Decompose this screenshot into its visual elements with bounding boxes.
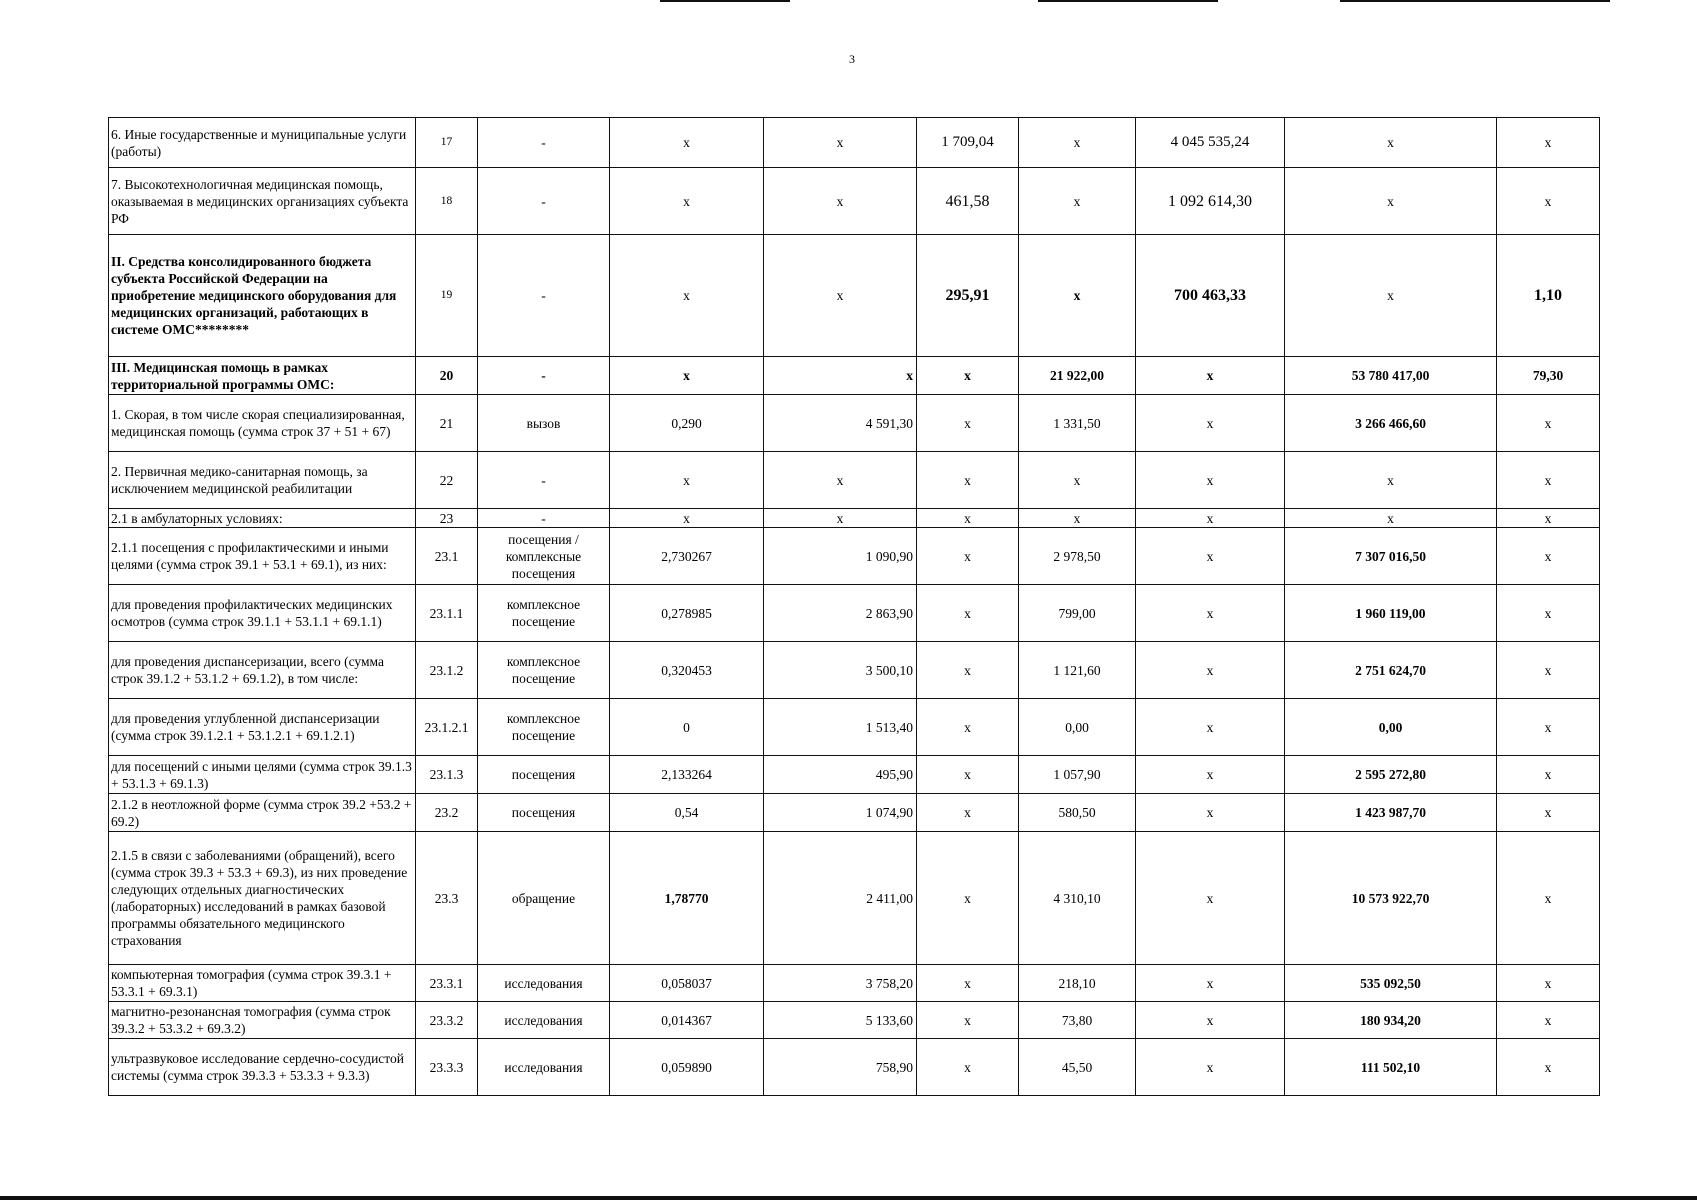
row-sum-budget: х bbox=[1136, 756, 1285, 794]
row-sum-budget: х bbox=[1136, 357, 1285, 395]
row-pct: х bbox=[1497, 794, 1600, 832]
row-sum-budget: х bbox=[1136, 452, 1285, 509]
row-sum-budget: х bbox=[1136, 794, 1285, 832]
row-unit: исследования bbox=[478, 965, 610, 1002]
row-sum-budget: 1 092 614,30 bbox=[1136, 168, 1285, 235]
row-per-capita-oms: х bbox=[1019, 452, 1136, 509]
row-per-capita-budget: х bbox=[917, 699, 1019, 756]
row-per-capita-budget: 1 709,04 bbox=[917, 118, 1019, 168]
row-sum-oms: х bbox=[1285, 509, 1497, 528]
row-unit: - bbox=[478, 168, 610, 235]
row-sum-oms: 7 307 016,50 bbox=[1285, 528, 1497, 585]
row-unit: обращение bbox=[478, 832, 610, 965]
row-norm: х bbox=[610, 235, 764, 357]
row-per-capita-oms: 0,00 bbox=[1019, 699, 1136, 756]
row-code: 23.1 bbox=[416, 528, 478, 585]
row-pct: 79,30 bbox=[1497, 357, 1600, 395]
table-row bbox=[109, 794, 1600, 832]
row-per-capita-budget: х bbox=[917, 395, 1019, 452]
row-code: 23.3 bbox=[416, 832, 478, 965]
table-row bbox=[109, 832, 1600, 965]
row-per-capita-budget: х bbox=[917, 452, 1019, 509]
row-per-capita-oms: х bbox=[1019, 235, 1136, 357]
row-pct: х bbox=[1497, 642, 1600, 699]
row-code: 18 bbox=[416, 168, 478, 235]
row-sum-oms: х bbox=[1285, 168, 1497, 235]
row-per-capita-oms: х bbox=[1019, 118, 1136, 168]
table-row bbox=[109, 699, 1600, 756]
row-norm: 0,278985 bbox=[610, 585, 764, 642]
row-code: 23 bbox=[416, 509, 478, 528]
row-norm: 0,058037 bbox=[610, 965, 764, 1002]
row-sum-budget: х bbox=[1136, 509, 1285, 528]
row-sum-budget: х bbox=[1136, 528, 1285, 585]
table-row bbox=[109, 452, 1600, 509]
row-code: 17 bbox=[416, 118, 478, 168]
row-pct: х bbox=[1497, 528, 1600, 585]
row-code: 23.1.2.1 bbox=[416, 699, 478, 756]
row-pct: 1,10 bbox=[1497, 235, 1600, 357]
row-name: для посещений с иными целями (сумма строк 39.1.3 + 53.1.3 + 69.1.3) bbox=[109, 756, 416, 794]
row-sum-budget: х bbox=[1136, 1002, 1285, 1039]
row-cost: 1 513,40 bbox=[764, 699, 917, 756]
row-per-capita-budget: х bbox=[917, 756, 1019, 794]
row-per-capita-budget: х bbox=[917, 794, 1019, 832]
row-code: 23.1.3 bbox=[416, 756, 478, 794]
row-name: 6. Иные государственные и муниципальные услуги (работы) bbox=[109, 118, 416, 168]
row-pct: х bbox=[1497, 1039, 1600, 1096]
row-per-capita-oms: х bbox=[1019, 509, 1136, 528]
row-norm: 0 bbox=[610, 699, 764, 756]
table-row bbox=[109, 395, 1600, 452]
row-sum-budget: х bbox=[1136, 965, 1285, 1002]
row-name: 7. Высокотехнологичная медицинская помощь, оказываемая в медицинских организациях субъекта РФ bbox=[109, 168, 416, 235]
top-rule-right bbox=[1340, 0, 1610, 2]
row-norm: 0,290 bbox=[610, 395, 764, 452]
row-per-capita-budget: 295,91 bbox=[917, 235, 1019, 357]
page-number: 3 bbox=[849, 52, 855, 66]
row-norm: 0,320453 bbox=[610, 642, 764, 699]
row-sum-oms: 111 502,10 bbox=[1285, 1039, 1497, 1096]
row-per-capita-oms: 1 121,60 bbox=[1019, 642, 1136, 699]
row-unit: комплексное посещение bbox=[478, 585, 610, 642]
row-sum-oms: 53 780 417,00 bbox=[1285, 357, 1497, 395]
table-row bbox=[109, 357, 1600, 395]
row-norm: 0,059890 bbox=[610, 1039, 764, 1096]
table-row bbox=[109, 965, 1600, 1002]
row-sum-budget: х bbox=[1136, 585, 1285, 642]
row-per-capita-budget: х bbox=[917, 832, 1019, 965]
program-cost-table bbox=[108, 117, 1600, 1096]
row-norm: 0,54 bbox=[610, 794, 764, 832]
row-unit: - bbox=[478, 357, 610, 395]
row-cost: 2 863,90 bbox=[764, 585, 917, 642]
top-rule-left bbox=[660, 0, 790, 2]
row-sum-oms: 2 595 272,80 bbox=[1285, 756, 1497, 794]
row-pct: х bbox=[1497, 832, 1600, 965]
row-sum-oms: 3 266 466,60 bbox=[1285, 395, 1497, 452]
top-rule-mid bbox=[1038, 0, 1218, 2]
row-unit: - bbox=[478, 509, 610, 528]
row-pct: х bbox=[1497, 168, 1600, 235]
row-unit: - bbox=[478, 118, 610, 168]
row-sum-oms: 10 573 922,70 bbox=[1285, 832, 1497, 965]
row-cost: х bbox=[764, 118, 917, 168]
row-name: 2.1.5 в связи с заболеваниями (обращений), всего (сумма строк 39.3 + 53.3 + 69.3), из них проведение следующих отдельных диагностических (лабораторных) исследований в рамках базовой программы обязательного медицинского страхования bbox=[109, 832, 416, 965]
row-norm: х bbox=[610, 452, 764, 509]
row-per-capita-oms: 580,50 bbox=[1019, 794, 1136, 832]
row-pct: х bbox=[1497, 756, 1600, 794]
row-per-capita-budget: х bbox=[917, 509, 1019, 528]
row-pct: х bbox=[1497, 452, 1600, 509]
row-unit: комплексное посещение bbox=[478, 642, 610, 699]
row-unit: исследования bbox=[478, 1002, 610, 1039]
row-code: 23.3.1 bbox=[416, 965, 478, 1002]
row-per-capita-oms: 1 057,90 bbox=[1019, 756, 1136, 794]
row-per-capita-budget: х bbox=[917, 585, 1019, 642]
row-cost: 3 500,10 bbox=[764, 642, 917, 699]
row-sum-oms: 2 751 624,70 bbox=[1285, 642, 1497, 699]
row-cost: х bbox=[764, 509, 917, 528]
row-unit: посещения bbox=[478, 794, 610, 832]
row-code: 22 bbox=[416, 452, 478, 509]
row-pct: х bbox=[1497, 118, 1600, 168]
row-norm: 1,78770 bbox=[610, 832, 764, 965]
row-sum-budget: х bbox=[1136, 699, 1285, 756]
row-sum-oms: х bbox=[1285, 235, 1497, 357]
row-per-capita-budget: х bbox=[917, 1002, 1019, 1039]
row-unit: вызов bbox=[478, 395, 610, 452]
bottom-edge bbox=[0, 1196, 1697, 1200]
table-row bbox=[109, 168, 1600, 235]
row-code: 20 bbox=[416, 357, 478, 395]
row-per-capita-oms: 45,50 bbox=[1019, 1039, 1136, 1096]
row-cost: х bbox=[764, 452, 917, 509]
row-name: 2.1.2 в неотложной форме (сумма строк 39.2 +53.2 + 69.2) bbox=[109, 794, 416, 832]
table-row bbox=[109, 509, 1600, 528]
row-name: 2.1.1 посещения с профилактическими и иными целями (сумма строк 39.1 + 53.1 + 69.1), из них: bbox=[109, 528, 416, 585]
row-sum-budget: х bbox=[1136, 1039, 1285, 1096]
row-code: 21 bbox=[416, 395, 478, 452]
row-sum-oms: 1 423 987,70 bbox=[1285, 794, 1497, 832]
row-pct: х bbox=[1497, 395, 1600, 452]
row-sum-oms: х bbox=[1285, 452, 1497, 509]
row-unit: посещения bbox=[478, 756, 610, 794]
row-norm: 0,014367 bbox=[610, 1002, 764, 1039]
row-sum-budget: 4 045 535,24 bbox=[1136, 118, 1285, 168]
row-per-capita-budget: х bbox=[917, 528, 1019, 585]
row-cost: х bbox=[764, 235, 917, 357]
row-sum-budget: х bbox=[1136, 395, 1285, 452]
row-pct: х bbox=[1497, 699, 1600, 756]
row-cost: 4 591,30 bbox=[764, 395, 917, 452]
row-sum-oms: 180 934,20 bbox=[1285, 1002, 1497, 1039]
row-per-capita-oms: 2 978,50 bbox=[1019, 528, 1136, 585]
row-unit: исследования bbox=[478, 1039, 610, 1096]
row-name: III. Медицинская помощь в рамках территориальной программы ОМС: bbox=[109, 357, 416, 395]
row-sum-oms: 535 092,50 bbox=[1285, 965, 1497, 1002]
row-name: 2. Первичная медико-санитарная помощь, за исключением медицинской реабилитации bbox=[109, 452, 416, 509]
row-code: 23.3.2 bbox=[416, 1002, 478, 1039]
row-per-capita-budget: 461,58 bbox=[917, 168, 1019, 235]
row-norm: х bbox=[610, 118, 764, 168]
row-name: для проведения углубленной диспансеризации (сумма строк 39.1.2.1 + 53.1.2.1 + 69.1.2.1) bbox=[109, 699, 416, 756]
row-per-capita-oms: 4 310,10 bbox=[1019, 832, 1136, 965]
row-per-capita-budget: х bbox=[917, 357, 1019, 395]
row-pct: х bbox=[1497, 509, 1600, 528]
row-code: 23.1.2 bbox=[416, 642, 478, 699]
table-row bbox=[109, 756, 1600, 794]
row-name: ультразвуковое исследование сердечно-сосудистой системы (сумма строк 39.3.3 + 53.3.3 + 9.3.3) bbox=[109, 1039, 416, 1096]
table-row bbox=[109, 118, 1600, 168]
table-row bbox=[109, 1039, 1600, 1096]
row-per-capita-budget: х bbox=[917, 642, 1019, 699]
row-cost: 5 133,60 bbox=[764, 1002, 917, 1039]
row-per-capita-oms: 73,80 bbox=[1019, 1002, 1136, 1039]
row-cost: х bbox=[764, 168, 917, 235]
row-pct: х bbox=[1497, 585, 1600, 642]
row-unit: комплексное посещение bbox=[478, 699, 610, 756]
row-unit: - bbox=[478, 452, 610, 509]
row-name: для проведения профилактических медицинских осмотров (сумма строк 39.1.1 + 53.1.1 + 69.1.1) bbox=[109, 585, 416, 642]
row-code: 23.3.3 bbox=[416, 1039, 478, 1096]
row-sum-budget: 700 463,33 bbox=[1136, 235, 1285, 357]
row-per-capita-oms: 218,10 bbox=[1019, 965, 1136, 1002]
row-per-capita-oms: 1 331,50 bbox=[1019, 395, 1136, 452]
row-name: 2.1 в амбулаторных условиях: bbox=[109, 509, 416, 528]
row-norm: х bbox=[610, 168, 764, 235]
table-row bbox=[109, 235, 1600, 357]
row-code: 23.1.1 bbox=[416, 585, 478, 642]
row-per-capita-budget: х bbox=[917, 1039, 1019, 1096]
row-code: 23.2 bbox=[416, 794, 478, 832]
row-norm: 2,133264 bbox=[610, 756, 764, 794]
row-per-capita-oms: 799,00 bbox=[1019, 585, 1136, 642]
row-cost: 2 411,00 bbox=[764, 832, 917, 965]
row-cost: 758,90 bbox=[764, 1039, 917, 1096]
row-name: для проведения диспансеризации, всего (сумма строк 39.1.2 + 53.1.2 + 69.1.2), в том числе: bbox=[109, 642, 416, 699]
table-row bbox=[109, 585, 1600, 642]
row-name: компьютерная томография (сумма строк 39.3.1 + 53.3.1 + 69.3.1) bbox=[109, 965, 416, 1002]
table-row bbox=[109, 1002, 1600, 1039]
row-per-capita-oms: 21 922,00 bbox=[1019, 357, 1136, 395]
row-per-capita-oms: х bbox=[1019, 168, 1136, 235]
row-sum-oms: х bbox=[1285, 118, 1497, 168]
row-norm: х bbox=[610, 357, 764, 395]
row-cost: 3 758,20 bbox=[764, 965, 917, 1002]
row-code: 19 bbox=[416, 235, 478, 357]
table-row bbox=[109, 642, 1600, 699]
row-pct: х bbox=[1497, 965, 1600, 1002]
row-sum-oms: 0,00 bbox=[1285, 699, 1497, 756]
row-unit: - bbox=[478, 235, 610, 357]
row-pct: х bbox=[1497, 1002, 1600, 1039]
row-sum-budget: х bbox=[1136, 832, 1285, 965]
row-cost: 1 074,90 bbox=[764, 794, 917, 832]
row-name: магнитно-резонансная томография (сумма строк 39.3.2 + 53.3.2 + 69.3.2) bbox=[109, 1002, 416, 1039]
row-name: II. Средства консолидированного бюджета субъекта Российской Федерации на приобретение медицинского оборудования для медицинских организаций, работающих в системе ОМС******** bbox=[109, 235, 416, 357]
row-norm: 2,730267 bbox=[610, 528, 764, 585]
row-per-capita-budget: х bbox=[917, 965, 1019, 1002]
row-cost: 1 090,90 bbox=[764, 528, 917, 585]
row-name: 1. Скорая, в том числе скорая специализированная, медицинская помощь (сумма строк 37 + 51 + 67) bbox=[109, 395, 416, 452]
row-sum-budget: х bbox=[1136, 642, 1285, 699]
row-cost: х bbox=[764, 357, 917, 395]
row-unit: посещения / комплексные посещения bbox=[478, 528, 610, 585]
row-norm: х bbox=[610, 509, 764, 528]
row-sum-oms: 1 960 119,00 bbox=[1285, 585, 1497, 642]
row-cost: 495,90 bbox=[764, 756, 917, 794]
table-row bbox=[109, 528, 1600, 585]
